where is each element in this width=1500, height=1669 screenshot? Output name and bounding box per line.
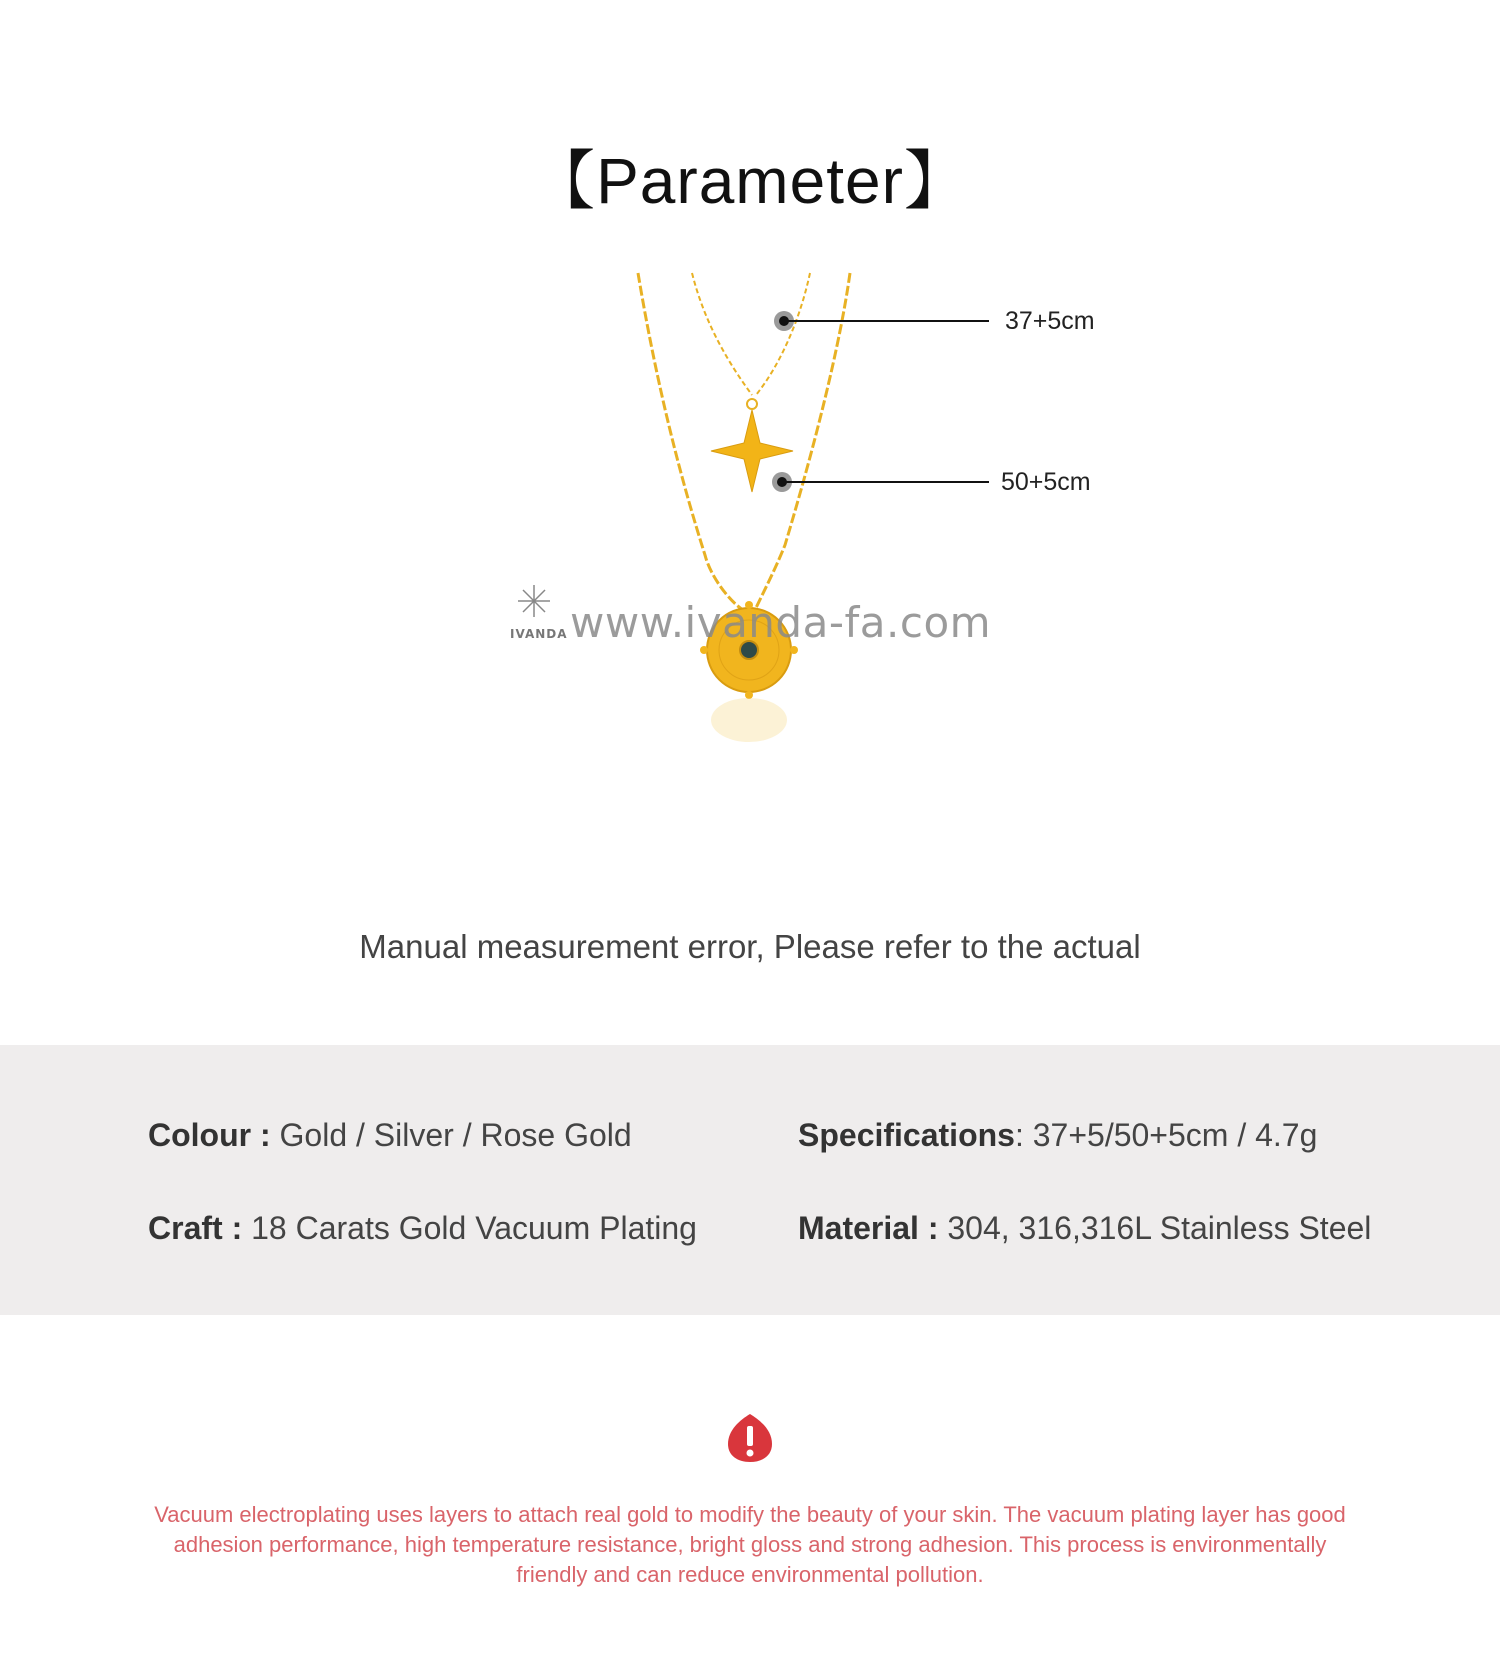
spec-craft-label: Craft : <box>148 1210 243 1246</box>
spec-specifications-label: Specifications <box>798 1117 1015 1153</box>
specs-panel <box>0 1045 1500 1315</box>
necklace-illustration <box>500 265 1100 765</box>
spec-colour-label: Colour : <box>148 1117 271 1153</box>
length-label-short: 37+5cm <box>1005 307 1095 335</box>
page-title: 【Parameter】 <box>531 145 969 217</box>
spec-specifications <box>798 1117 1317 1154</box>
length-label-long: 50+5cm <box>1001 468 1091 496</box>
exclamation-shield-icon <box>726 1412 774 1464</box>
spec-material-label: Material : <box>798 1210 939 1246</box>
spec-colour-value: Gold / Silver / Rose Gold <box>279 1117 632 1153</box>
plating-warning-text: Vacuum electroplating uses layers to attach real gold to modify the beauty of your skin. The vacuum plating layer has good adhesion performance, high temperature resistance, bright gloss and strong adhesion. This process is environmentally friendly and can reduce environmental pollution. <box>154 1502 1346 1587</box>
watermark-brand: IVANDA <box>510 627 568 641</box>
spec-colour <box>148 1117 632 1154</box>
spec-craft-value: 18 Carats Gold Vacuum Plating <box>251 1210 697 1246</box>
spec-material-value: 304, 316,316L Stainless Steel <box>947 1210 1372 1246</box>
watermark-url: www.ivanda-fa.com <box>570 598 992 647</box>
product-image <box>500 265 1100 765</box>
spec-specifications-value: : 37+5/50+5cm / 4.7g <box>1014 1117 1318 1153</box>
spec-material <box>798 1210 1371 1247</box>
spec-craft <box>148 1210 697 1247</box>
measurement-note: Manual measurement error, Please refer to the actual <box>359 928 1141 965</box>
brand-logo-icon <box>518 585 550 617</box>
